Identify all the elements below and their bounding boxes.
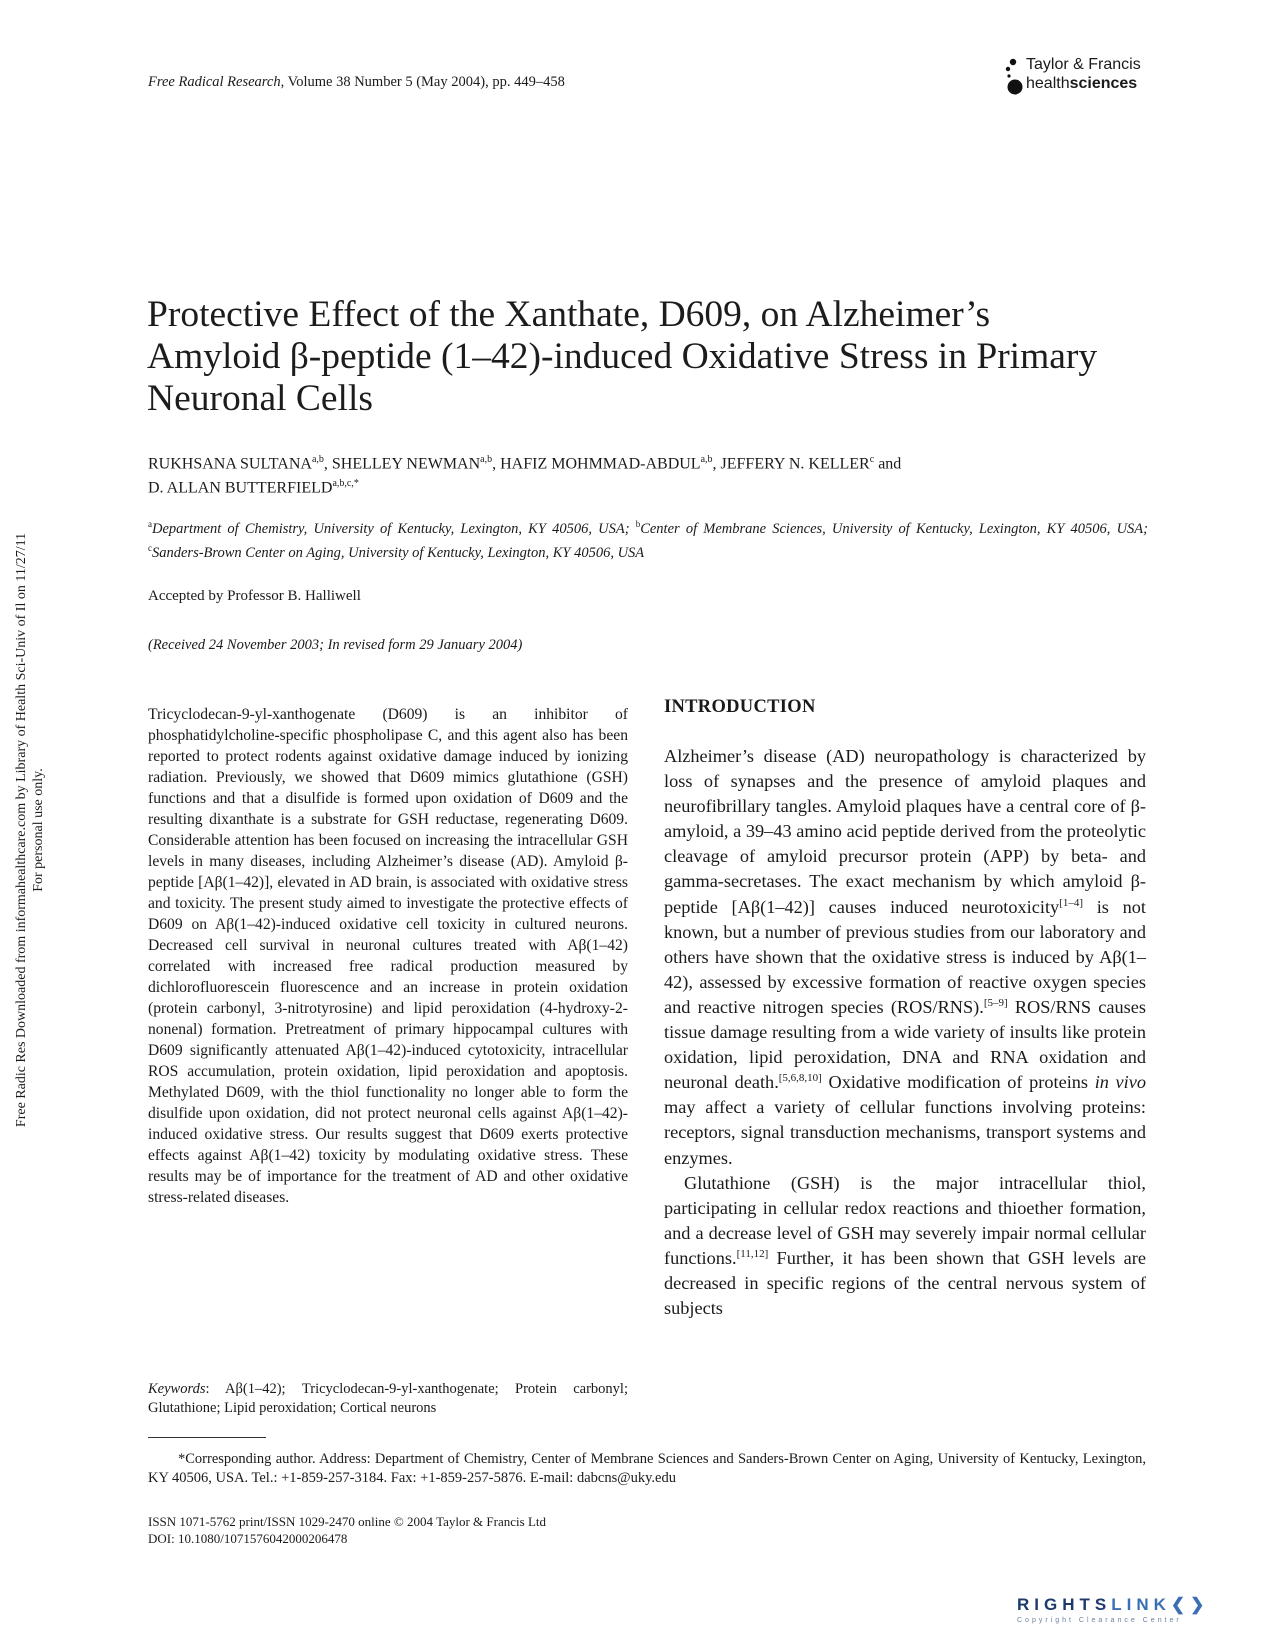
- article-title: Protective Effect of the Xanthate, D609, on Alzheimer’s Amyloid β-peptide (1–42)-induced Oxidative Stress in Primary Neuronal Cells: [147, 294, 1098, 419]
- author-name: JEFFERY N. KELLER: [720, 455, 870, 473]
- citation-ref: [11,12]: [736, 1247, 769, 1260]
- rightslink-subtitle: Copyright Clearance Center: [1017, 1617, 1182, 1624]
- journal-citation: [148, 74, 565, 91]
- publisher-logo-icon: [1004, 56, 1026, 96]
- intro-paragraph: Alzheimer’s disease (AD) neuropathology is characterized by loss of synapses and the presence of amyloid plaques and neurofibrillary tangles. Amyloid plaques have a central core of β-amyloid, a 39–43 amino acid peptide derived from the proteolytic cleavage of amyloid precursor protein (APP) by beta- and gamma-secretases. The exact mechanism by which amyloid β-peptide [Aβ(1–42)] causes induced neurotoxicity[1–4] is not known, but a number of previous studies from our laboratory and others have shown that the oxidative stress is induced by Aβ(1–42), assessed by excessive formation of reactive oxygen species and reactive nitrogen species (ROS/RNS).[5–9] ROS/RNS causes tissue damage resulting from a wide variety of insults like protein oxidation, lipid peroxidation, DNA and RNA oxidation and neuronal death.[5,6,8,10] Oxidative modification of proteins in vivo may affect a variety of cellular functions involving proteins: receptors, signal transduction mechanisms, transport systems and enzymes.: [664, 746, 1147, 1168]
- rightslink-text-b: LINK: [1111, 1595, 1171, 1614]
- rightslink-text-a: RIGHTS: [1017, 1595, 1112, 1614]
- keywords-label: Keywords: [148, 1381, 206, 1397]
- doi-line: DOI: 10.1080/1071576042000206478: [148, 1531, 348, 1546]
- author-affiliation-mark: a,b,c,*: [332, 478, 359, 490]
- section-heading-introduction: INTRODUCTION: [664, 697, 816, 717]
- introduction-body: [664, 744, 1146, 1321]
- publisher-name: Taylor & Francis: [1026, 56, 1141, 73]
- citation-ref: [5,6,8,10]: [778, 1072, 822, 1085]
- issn-doi: [148, 1513, 546, 1547]
- journal-volume: , Volume 38 Number 5 (May 2004), pp. 449–458: [280, 74, 565, 90]
- author-affiliation-mark: a,b: [700, 454, 713, 465]
- author-name: RUKHSANA SULTANA: [148, 455, 312, 473]
- rightslink-logo[interactable]: [1017, 1595, 1247, 1633]
- received-dates: (Received 24 November 2003; In revised form 29 January 2004): [148, 637, 523, 653]
- watermark-line-1: Free Radic Res Downloaded from informahealthcare.com by Library of Health Sci-Univ of Il on 11/27/11: [14, 532, 29, 1128]
- author-name: SHELLEY NEWMAN: [331, 455, 481, 473]
- accepted-by: Accepted by Professor B. Halliwell: [148, 588, 361, 604]
- keywords: [148, 1380, 628, 1418]
- citation-ref: [1–4]: [1059, 896, 1083, 909]
- author-list: RUKHSANA SULTANA$^{a,b}$, SHELLEY NEWMAN$^{a,b}$, HAFIZ MOHMMAD-ABDUL$^{a,b}$, JEFFERY N. KELLER$^c$ and D. ALLAN $BUTTERFIELD^{a,b,c,*}$: [148, 454, 902, 497]
- author-name: HAFIZ MOHMMAD-ABDUL: [500, 455, 701, 473]
- affiliations: $^a$Department of Chemistry, University of Kentucky, Lexington, KY 40506, USA; $^b$Center of Membrane Sciences, University of Kentucky, Lexington, KY 40506, USA; $^c$Sanders-Brown Center on Aging, University of Kentucky, Lexington, KY 40506, USA: [148, 519, 1148, 561]
- corresponding-author-note: *Corresponding author. Address: Department of Chemistry, Center of Membrane Sciences and Sanders-Brown Center on Aging, University of Kentucky, Lexington, KY 40506, USA. Tel.: +1-859-257-3184. Fax: +1-859-257-5876. E-mail: dabcns@uky.edu: [148, 1451, 1146, 1486]
- download-watermark: [0, 0, 60, 1651]
- author-name: D. ALLAN BUTTERFIELD: [148, 479, 333, 497]
- rightslink-chevron-icon: ❮❯: [1170, 1595, 1210, 1614]
- footnote-divider: [148, 1437, 266, 1438]
- author-affiliation-mark: c: [869, 454, 875, 465]
- keywords-list: : Aβ(1–42); Tricyclodecan-9-yl-xanthogenate; Protein carbonyl; Glutathione; Lipid peroxidation; Cortical neurons: [148, 1381, 628, 1416]
- watermark-line-2: For personal use only.: [31, 768, 46, 892]
- abstract: Tricyclodecan-9-yl-xanthogenate (D609) is an inhibitor of phosphatidylcholine-specific phospholipase C, and this agent also has been reported to protect rodents against oxidative damage induced by ionizing radiation. Previously, we showed that D609 mimics glutathione (GSH) functions and that a disulfide is formed upon oxidation of D609 and the resulting dixanthate is a substrate for GSH reductase, regenerating D609. Considerable attention has been focused on increasing the intracellular GSH levels in many diseases, including Alzheimer’s disease (AD). Amyloid β-peptide [Aβ(1–42)], elevated in AD brain, is associated with oxidative stress and toxicity. The present study aimed to investigate the protective effects of D609 on Aβ(1–42)-induced oxidative cell toxicity in cultured neurons. Decreased cell survival in neuronal cultures treated with Aβ(1–42) correlated with increased free radical production measured by dichlorofluorescein fluorescence and an increase in protein oxidation (protein carbonyl, 3-nitrotyrosine) and lipid peroxidation (4-hydroxy-2-nonenal) formation. Pretreatment of primary hippocampal cultures with D609 significantly attenuated Aβ(1–42)-induced cytotoxicity, intracellular ROS accumulation, protein oxidation, lipid peroxidation and apoptosis. Methylated D609, with the thiol functionality no longer able to form the disulfide upon oxidation, did not protect neuronal cells against Aβ(1–42)-induced oxidative stress. Our results suggest that D609 exerts protective effects against Aβ(1–42) toxicity by modulating oxidative stress. These results may be of importance for the treatment of AD and other oxidative stress-related diseases.: [148, 706, 628, 1206]
- author-affiliation-mark: a,b: [480, 454, 493, 465]
- publisher-division: healthsciences: [1026, 75, 1138, 92]
- author-affiliation-mark: a,b: [311, 454, 324, 465]
- citation-ref: [5–9]: [983, 996, 1008, 1009]
- journal-name: Free Radical Research: [148, 74, 281, 90]
- issn-line: ISSN 1071-5762 print/ISSN 1029-2470 online © 2004 Taylor & Francis Ltd: [148, 1514, 546, 1529]
- publisher-logo: [1004, 52, 1154, 100]
- intro-paragraph: Glutathione (GSH) is the major intracellular thiol, participating in cellular redox reactions and thioether formation, and a decrease level of GSH may severely impair normal cellular functions.[11,12] Further, it has been shown that GSH levels are decreased in specific regions of the central nervous system of subjects: [664, 1172, 1146, 1319]
